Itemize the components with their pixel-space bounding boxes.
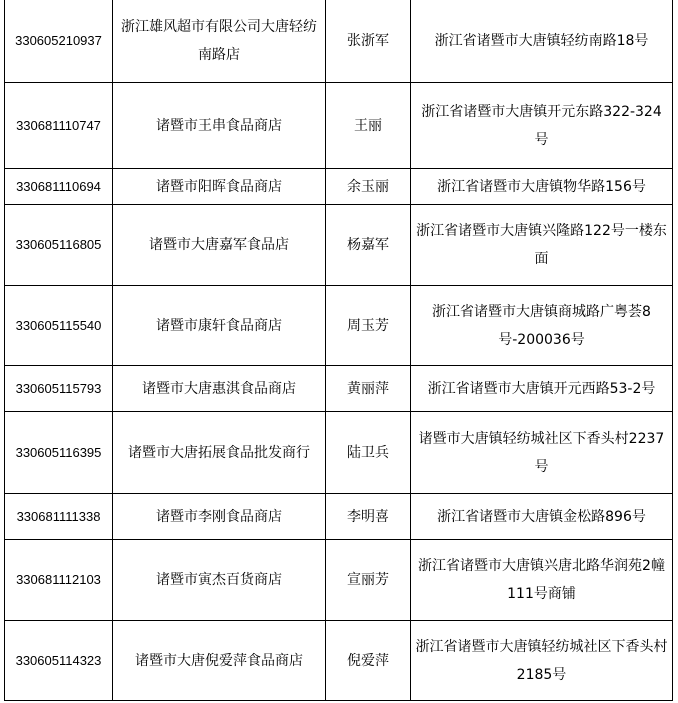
license-code: 330681110747 [5, 83, 113, 169]
license-code: 330605210937 [5, 0, 113, 83]
person-name: 杨嘉军 [326, 205, 411, 286]
license-code: 330605114323 [5, 621, 113, 701]
store-name: 诸暨市大唐嘉军食品店 [113, 205, 326, 286]
license-code: 330605116395 [5, 412, 113, 494]
store-table [4, 0, 673, 701]
store-name: 诸暨市寅杰百货商店 [113, 540, 326, 621]
store-name: 诸暨市大唐惠淇食品商店 [113, 366, 326, 412]
store-address: 诸暨市大唐镇轻纺城社区下香头村2237号 [411, 412, 673, 494]
store-name: 浙江雄风超市有限公司大唐轻纺南路店 [113, 0, 326, 83]
store-name: 诸暨市康轩食品商店 [113, 286, 326, 366]
person-name: 陆卫兵 [326, 412, 411, 494]
store-address: 浙江省诸暨市大唐镇兴隆路122号一楼东面 [411, 205, 673, 286]
table-row [5, 0, 673, 83]
person-name: 黄丽萍 [326, 366, 411, 412]
person-name: 余玉丽 [326, 169, 411, 205]
license-code: 330605115540 [5, 286, 113, 366]
table-row [5, 286, 673, 366]
store-name: 诸暨市阳晖食品商店 [113, 169, 326, 205]
store-address: 浙江省诸暨市大唐镇金松路896号 [411, 494, 673, 540]
store-name: 诸暨市大唐拓展食品批发商行 [113, 412, 326, 494]
person-name: 倪爱萍 [326, 621, 411, 701]
table-row [5, 540, 673, 621]
store-address: 浙江省诸暨市大唐镇开元西路53-2号 [411, 366, 673, 412]
person-name: 张浙军 [326, 0, 411, 83]
store-name: 诸暨市李刚食品商店 [113, 494, 326, 540]
license-code: 330605115793 [5, 366, 113, 412]
store-address: 浙江省诸暨市大唐镇物华路156号 [411, 169, 673, 205]
license-code: 330681110694 [5, 169, 113, 205]
store-address: 浙江省诸暨市大唐镇轻纺城社区下香头村2185号 [411, 621, 673, 701]
store-address: 浙江省诸暨市大唐镇轻纺南路18号 [411, 0, 673, 83]
person-name: 李明喜 [326, 494, 411, 540]
table-row [5, 83, 673, 169]
table-row [5, 205, 673, 286]
license-code: 330681111338 [5, 494, 113, 540]
table-row [5, 366, 673, 412]
table-row [5, 621, 673, 701]
store-address: 浙江省诸暨市大唐镇商城路广粤荟8号-200036号 [411, 286, 673, 366]
person-name: 周玉芳 [326, 286, 411, 366]
table-row [5, 169, 673, 205]
license-code: 330681112103 [5, 540, 113, 621]
person-name: 宣丽芳 [326, 540, 411, 621]
table-row [5, 494, 673, 540]
table-row [5, 412, 673, 494]
person-name: 王丽 [326, 83, 411, 169]
store-address: 浙江省诸暨市大唐镇兴唐北路华润苑2幢111号商铺 [411, 540, 673, 621]
store-name: 诸暨市王串食品商店 [113, 83, 326, 169]
store-name: 诸暨市大唐倪爱萍食品商店 [113, 621, 326, 701]
license-code: 330605116805 [5, 205, 113, 286]
store-address: 浙江省诸暨市大唐镇开元东路322-324号 [411, 83, 673, 169]
